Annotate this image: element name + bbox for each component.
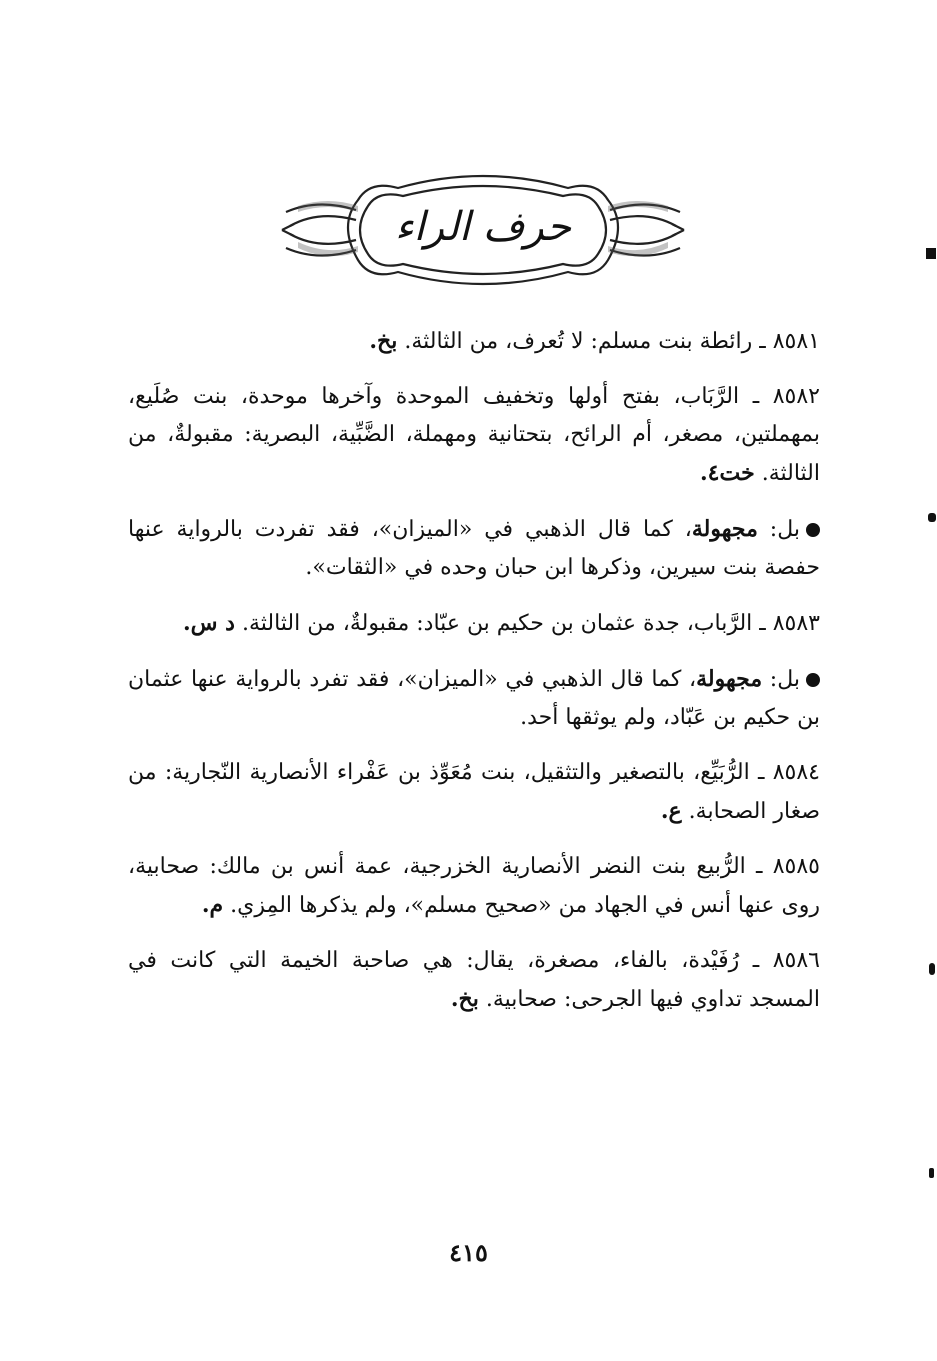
comment-text: ، كما قال الذهبي في «الميزان»، فقد تفردت بالرواية عنها حفصة بنت سيرين، وذكرها ابن حبان وحده في «الثقات». <box>128 517 820 580</box>
entry-number: ٨٥٨٣ <box>772 611 820 636</box>
margin-mark <box>928 513 936 522</box>
entry-8582: ٨٥٨٢ ـ الرَّبَاب، بفتح أولها وتخفيف الموحدة وآخرها موحدة، بنت صُلَيع، بمهملتين، مصغر، أم الرائح، بتحتانية ومهملة، الضَّبِّية، البصرية: مقبولةٌ، من الثالثة. خت٤. <box>128 384 820 486</box>
entry-8583: ٨٥٨٣ ـ الرَّباب، جدة عثمان بن حكيم بن عبّاد: مقبولةٌ، من الثالثة. د س. <box>182 610 820 636</box>
comment-8583 <box>128 660 820 737</box>
entry-number: ٨٥٨٤ <box>772 760 820 785</box>
entry-code: ع. <box>660 798 682 824</box>
entry-code: د س. <box>182 610 235 636</box>
entry-text: الرَّبَاب، بفتح أولها وتخفيف الموحدة وآخرها موحدة، بنت صُلَيع، بمهملتين، مصغر، أم الرائح، بتحتانية ومهملة، الضَّبِّية، البصرية: مقبولةٌ، من الثالثة. <box>128 384 820 486</box>
entry-number: ٨٥٨١ <box>772 329 820 354</box>
entry-number: ٨٥٨٢ <box>772 384 820 409</box>
bullet-icon <box>806 523 820 537</box>
chapter-title: حرف الراء <box>394 204 572 250</box>
comment-text: ، كما قال الذهبي في «الميزان»، فقد تفرد بالرواية عنها عثمان بن حكيم بن عَبّاد، ولم يوثقها أحد. <box>128 667 820 730</box>
entry-code: بخ. <box>450 986 479 1012</box>
entry-text: الرُّبيع بنت النضر الأنصارية الخزرجية، عمة أنس بن مالك: صحابية، روى عنها أنس في الجهاد من «صحيح مسلم»، ولم يذكرها المِزي. <box>128 854 820 918</box>
entry-8586: ٨٥٨٦ ـ رُفَيْدة، بالفاء، مصغرة، يقال: هي صاحبة الخيمة التي كانت في المسجد تداوي فيها الجرحى: صحابية. بخ. <box>128 948 820 1012</box>
entry-number: ٨٥٨٦ <box>772 948 820 973</box>
comment-8582 <box>128 510 820 587</box>
margin-mark <box>929 1168 934 1178</box>
entry-8584: ٨٥٨٤ ـ الرُّبَيِّع، بالتصغير والتثقيل، بنت مُعَوِّذ بن عَفْراء الأنصارية النّجارية: من صغار الصحابة. ع. <box>128 760 820 824</box>
entry-code: خت٤. <box>700 460 755 486</box>
entry-8581: ٨٥٨١ ـ رائطة بنت مسلم: لا تُعرف، من الثالثة. بخ. <box>369 328 820 354</box>
comment-prefix: بل: <box>769 517 800 542</box>
entry-text: الرَّباب، جدة عثمان بن حكيم بن عبّاد: مقبولةٌ، من الثالثة. <box>241 611 753 636</box>
entry-text: الرُّبَيِّع، بالتصغير والتثقيل، بنت مُعَوِّذ بن عَفْراء الأنصارية النّجارية: من صغار الصحابة. <box>128 760 820 824</box>
entry-code: م. <box>201 892 224 918</box>
entry-8585: ٨٥٨٥ ـ الرُّبيع بنت النضر الأنصارية الخزرجية، عمة أنس بن مالك: صحابية، روى عنها أنس في الجهاد من «صحيح مسلم»، ولم يذكرها المِزي. م. <box>128 854 820 918</box>
bullet-icon <box>806 673 820 687</box>
entry-number: ٨٥٨٥ <box>772 854 820 879</box>
entry-code: بخ. <box>369 328 398 354</box>
entries-body <box>128 322 820 1036</box>
comment-prefix: بل: <box>769 667 800 692</box>
entry-text: رُفَيْدة، بالفاء، مصغرة، يقال: هي صاحبة الخيمة التي كانت في المسجد تداوي فيها الجرحى: صحابية. <box>128 948 820 1012</box>
margin-mark <box>929 963 935 975</box>
margin-mark <box>926 248 936 259</box>
entry-text: رائطة بنت مسلم: لا تُعرف، من الثالثة. <box>404 329 753 354</box>
comment-lead: مجهولة <box>691 516 758 542</box>
chapter-header-ornament <box>278 170 688 290</box>
comment-lead: مجهولة <box>696 666 763 692</box>
page-number: ٤١٥ <box>449 1238 488 1267</box>
